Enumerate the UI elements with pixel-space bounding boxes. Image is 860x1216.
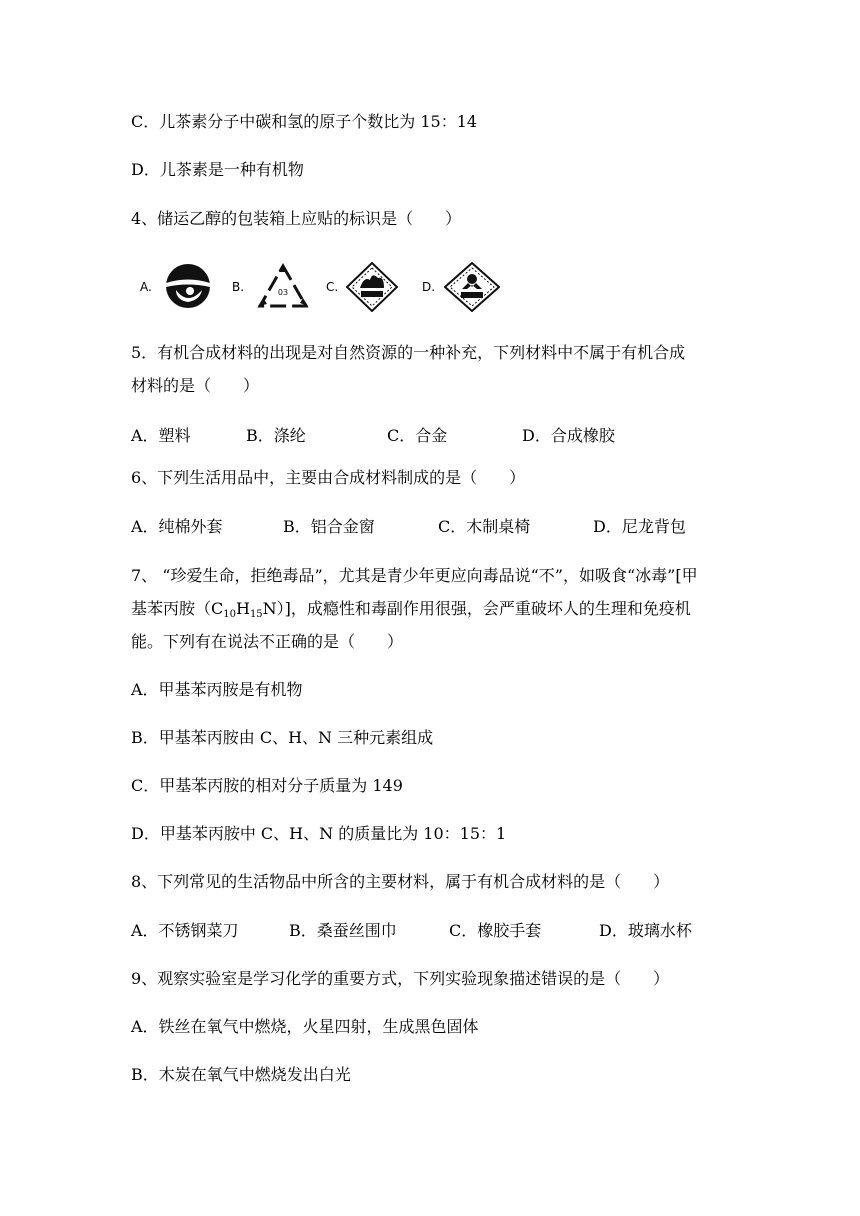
q6-question: 6、下列生活用品中，主要由合成材料制成的是（ ） <box>131 468 526 487</box>
q8-question: 8、下列常见的生活物品中所含的主要材料，属于有机合成材料的是（ ） <box>131 872 670 891</box>
recycle-code: 03 <box>277 288 289 297</box>
flammable-hazard-icon <box>346 262 398 312</box>
q8-option-d: D．玻璃水杯 <box>599 921 692 940</box>
q5-option-a: A．塑料 <box>131 426 191 445</box>
q7-question-line1: 7、 “珍爱生命，拒绝毒品”，尤其是青少年更应向毒品说“不”，如吸食“冰毒”[甲 <box>131 566 698 585</box>
q5-options <box>131 426 731 446</box>
q7-question-line3: 能。下列有在说法不正确的是（ ） <box>131 632 404 651</box>
q4-option-b <box>232 262 322 312</box>
q4-option-c <box>326 262 416 312</box>
q9-option-b: B．木炭在氧气中燃烧发出白光 <box>131 1065 351 1084</box>
q5-option-c: C．合金 <box>387 426 448 445</box>
q4-question: 4、储运乙醇的包装箱上应贴的标识是（ ） <box>131 209 462 228</box>
q5-question-line2: 材料的是（ ） <box>131 376 260 395</box>
q7-text-post: N）]，成瘾性和毒副作用很强，会严重破坏人的生理和免疫机 <box>262 599 691 618</box>
q7-option-b: B．甲基苯丙胺由 C、H、N 三种元素组成 <box>131 728 434 747</box>
toxic-hazard-icon <box>444 262 500 312</box>
q5-option-b: B．涤纶 <box>246 426 306 445</box>
q4-option-c-label: C. <box>326 280 339 294</box>
q7-option-c: C．甲基苯丙胺的相对分子质量为 149 <box>131 776 403 795</box>
recycle-icon <box>256 262 310 310</box>
q7-option-d: D．甲基苯丙胺中 C、H、N 的质量比为 10：15：1 <box>131 824 507 843</box>
q4-option-b-label: B. <box>232 280 245 294</box>
q6-option-d: D．尼龙背包 <box>593 517 686 536</box>
q6-options <box>131 517 731 537</box>
q4-option-a <box>140 262 220 312</box>
q6-option-b: B．铝合金窗 <box>283 517 375 536</box>
q8-option-c: C．橡胶手套 <box>449 921 542 940</box>
q4-option-d-label: D. <box>422 280 436 294</box>
q6-option-a: A．纯棉外套 <box>131 517 223 536</box>
q9-option-a: A．铁丝在氧气中燃烧，火星四射，生成黑色固体 <box>131 1017 479 1036</box>
q3-option-c: C．儿茶素分子中碳和氢的原子个数比为 15：14 <box>131 112 478 131</box>
q7-text-h: H <box>235 599 250 618</box>
q4-option-d <box>422 262 532 312</box>
water-saving-icon <box>162 262 214 310</box>
q4-symbol-options <box>140 262 540 312</box>
q5-option-d: D．合成橡胶 <box>522 426 615 445</box>
q7-subscript-15: 15 <box>249 609 263 620</box>
q8-option-a: A．不锈钢菜刀 <box>131 921 239 940</box>
q6-option-c: C．木制桌椅 <box>438 517 531 536</box>
q5-question-line1: 5．有机合成材料的出现是对自然资源的一种补充，下列材料中不属于有机合成 <box>131 343 686 362</box>
q9-question: 9、观察实验室是学习化学的重要方式，下列实验现象描述错误的是（ ） <box>131 969 670 988</box>
q8-options <box>131 921 731 941</box>
q3-option-d: D．儿茶素是一种有机物 <box>131 160 304 179</box>
q7-subscript-10: 10 <box>223 609 236 620</box>
q4-option-a-label: A. <box>140 280 152 294</box>
q7-option-a: A．甲基苯丙胺是有机物 <box>131 680 303 699</box>
q7-question-line2 <box>131 599 691 619</box>
q7-text-pre: 基苯丙胺（C <box>131 599 224 618</box>
q8-option-b: B．桑蚕丝围巾 <box>289 921 397 940</box>
